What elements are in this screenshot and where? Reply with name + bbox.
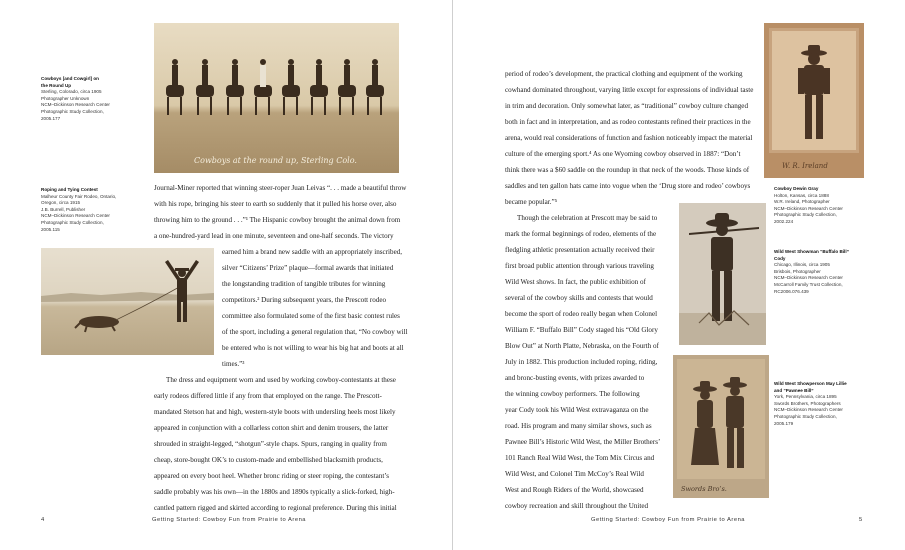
body-line: competitors.² During subsequent years, the Prescott rodeo: [222, 296, 387, 304]
body-line: Wild West shows. In fact, the public exhibition of: [505, 278, 646, 286]
body-line: West and Rough Riders of the World, showcased: [505, 486, 644, 494]
body-line: Blow Out” at North Platte, Nebraska, on the Fourth of: [505, 342, 659, 350]
body-line: become the sport of rodeo really began when Colonel: [505, 310, 658, 318]
body-line: Though the celebration at Prescott may be said to: [517, 214, 658, 222]
photo-inscription: Swords Bro’s.: [681, 485, 727, 493]
body-line: be entered who is not willing to wear his big hat and boots at all: [222, 344, 404, 352]
page-number-left: 4: [41, 517, 45, 523]
photo-buffalo-bill-cody: [679, 203, 766, 345]
body-line: July in 1882. This production included roping, riding,: [505, 358, 658, 366]
running-head-right: Getting Started: Cowboy Fun from Prairie to Arena: [591, 517, 746, 523]
body-line: both in fact and in interpretation, and as rodeo contestants refined their practices in the: [505, 118, 751, 126]
body-line: Pawnee Bill’s Historic Wild West, the Miller Brothers’: [505, 438, 661, 446]
body-line: mark the formal beginnings of rodeo, elements of the: [505, 230, 657, 238]
body-line: The dress and equipment worn and used by working cowboy-contestants at these: [166, 376, 396, 384]
caption-may-lillie-pawnee-bill: Wild West Showperson May Lillie and “Pawnee Bill” York, Pennsylvania, circa 1895 Swords Brothers, Photographers NCM–Dickinson Research Center Photographic Study Collection, 2005.179: [774, 381, 847, 426]
body-line: culture of the emerging sport.⁴ As one Wyoming cowboy observed in 1887: “Don’t: [505, 150, 741, 158]
body-line: road. His program and many similar shows, such as: [505, 422, 652, 430]
left-page: [0, 0, 452, 550]
body-line: cantled pattern rigged and skirted according to regional preference. During this initial: [154, 504, 397, 512]
page-number-right: 5: [859, 517, 863, 523]
body-line: arena, would real considerations of function and fashion noticeably impact the material: [505, 134, 753, 142]
body-line: Journal-Miner reported that winning steer-roper Juan Leivas “. . . made a beautiful throw: [154, 184, 407, 192]
body-line: year Cody took his Wild West extravaganza on the: [505, 406, 649, 414]
body-line: shrouded in straight-legged, “shotgun”-style chaps. Spurs, ranging in quality from: [154, 440, 387, 448]
right-page: [453, 0, 905, 550]
body-line: mandated Stetson hat and high, western-style boots with undersling heels most likely: [154, 408, 396, 416]
body-line: the longstanding tradition of tangible tributes for winning: [222, 280, 386, 288]
body-line: earned him a brand new saddle with an appropriately inscribed,: [222, 248, 403, 256]
body-line: throwing him to the ground . . .”¹ The Hispanic cowboy brought the animal down from: [154, 216, 401, 224]
body-line: with his rope, bringing his steer to earth so suddenly that it pulled his horse over, also: [154, 200, 397, 208]
body-line: times.”³: [222, 360, 245, 368]
body-line: several of the cowboy skills and contests that would: [505, 294, 653, 302]
body-line: Wild West, and Colonel Tim McCoy’s Real Wild: [505, 470, 644, 478]
caption-cowboys-round-up: Cowboys [and Cowgirl] on the Round Up Sterling, Colorado, circa 1905 Photographer Unknown NCM–Dickinson Research Center Photographic Study Collection, 2005.177: [41, 76, 110, 121]
body-line: cowboy recreation and skill throughout the United: [505, 502, 649, 510]
running-head-left: Getting Started: Cowboy Fun from Prairie to Arena: [152, 517, 307, 523]
body-line: appeared on every boot heel. Whether bronc riding or steer roping, the contestant’s: [154, 472, 390, 480]
body-line: a one-hundred-yard lead in one minute, seventeen and one-half seconds. The victory: [154, 232, 394, 240]
caption-roping-contest: Roping and Tying Contest Malheur County Fair Rodeo, Ontario, Oregon, circa 1915 J.B. Burrell, Publisher NCM–Dickinson Research Center Photographic Study Collection, 2005.115: [41, 187, 117, 232]
body-line: and bronc-busting events, with prizes awarded to: [505, 374, 645, 382]
body-line: saddle probably was his own—in the 1880s and 1890s typically a slick-forked, high-: [154, 488, 395, 496]
body-line: appeared in conjunction with a collarless cotton shirt and denim trousers, the latter: [154, 424, 389, 432]
photo-inscription: W. R. Ireland: [782, 162, 828, 170]
photo-may-lillie-pawnee-bill: [673, 355, 769, 498]
photo-cowboys-round-up: [154, 23, 399, 173]
photo-roping-contest: [41, 248, 214, 355]
caption-cowboy-dewin-gray: Cowboy Dewin Gray Holton, Kansas, circa 1888 W.R. Ireland, Photographer NCM–Dickinson Research Center Photographic Study Collection, 2002.224: [774, 186, 843, 224]
body-line: cheap, store-bought OK’s to custom-made and embellished blacksmith products,: [154, 456, 383, 464]
photo-inscription: Cowboys at the round up, Sterling Colo.: [194, 156, 357, 165]
body-line: 101 Ranch Real Wild West, the Tom Mix Circus and: [505, 454, 655, 462]
body-line: first broad public attention through various traveling: [505, 262, 654, 270]
body-line: cowhand dominated throughout, varying little except for expressions of individual taste: [505, 86, 754, 94]
body-line: saddles and ten gallon hats came into vogue when the ‘Drug store and rodeo’ cowboys: [505, 182, 751, 190]
body-line: William F. “Buffalo Bill” Cody staged his “Old Glory: [505, 326, 658, 334]
body-line: think there was a $60 saddle on the roundup in that neck of the woods. Those kinds of: [505, 166, 750, 174]
body-line: the winning cowboy performers. The following: [505, 390, 640, 398]
body-line: in trim and decoration. Only somewhat later, as “traditional” cowboy culture changed: [505, 102, 748, 110]
body-line: of the sport, including a general regulation that, “No cowboy will: [222, 328, 408, 336]
body-line: period of rodeo’s development, the practical clothing and equipment of the working: [505, 70, 743, 78]
photo-cowboy-dewin-gray: [764, 23, 864, 178]
body-line: early rodeos differed little if any from that employed on the range. The Prescott-: [154, 392, 382, 400]
body-line: fledgling athletic presentation actually received their: [505, 246, 655, 254]
body-line: committee also formulated some of the first basic contest rules: [222, 312, 400, 320]
caption-buffalo-bill-cody: Wild West Showman “Buffalo Bill” Cody Chicago, Illinois, circa 1905 Brisbois, Photographer NCM–Dickinson Research Center McCarroll Family Trust Collection, RC2006.076.439: [774, 249, 849, 294]
body-line: silver “Citizens’ Prize” plaque—formal awards that initiated: [222, 264, 394, 272]
body-line: became popular.”⁵: [505, 198, 558, 206]
